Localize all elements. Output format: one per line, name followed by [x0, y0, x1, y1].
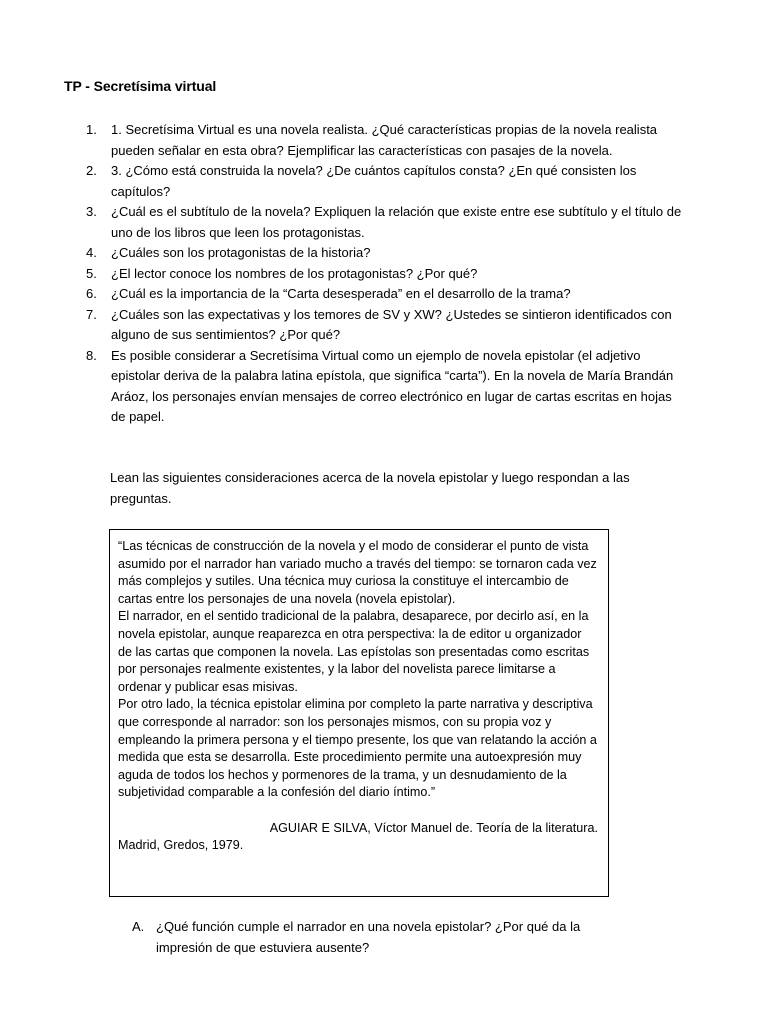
question-list: [72, 120, 684, 428]
question-item: [72, 305, 684, 346]
question-number: 3.: [86, 204, 97, 219]
question-text: Es posible considerar a Secretísima Virtual como un ejemplo de novela epistolar (el adjetivo epistolar deriva de la palabra latina epístola, que significa “carta”). En la novela de María Brandán Aráoz, los personajes envían mensajes de correo electrónico en lugar de cartas escritas en hojas de papel.: [111, 347, 674, 424]
instructions-paragraph: Lean las siguientes consideraciones acerca de la novela epistolar y luego respondan a las preguntas.: [110, 470, 630, 506]
question-number: 6.: [86, 286, 97, 301]
quote-citation: [118, 820, 598, 855]
question-text: ¿Cuál es el subtítulo de la novela? Expliquen la relación que existe entre ese subtítulo y el título de uno de los libros que leen los protagonistas.: [111, 204, 682, 240]
question-item: [72, 264, 684, 285]
question-number: 5.: [86, 265, 97, 281]
question-item: [72, 346, 684, 428]
question-item: [72, 284, 684, 305]
question-text: ¿Cuáles son los protagonistas de la historia?: [111, 245, 371, 260]
question-text: ¿El lector conoce los nombres de los protagonistas? ¿Por qué?: [111, 265, 478, 281]
citation-publisher: Madrid, Gredos, 1979.: [118, 838, 244, 853]
quote-paragraph: El narrador, en el sentido tradicional de la palabra, desaparece, por decirlo así, en la novela epistolar, aunque reaparezca en otra perspectiva: la de editor u organizador de las cartas que componen la novela. Las epístolas son presentadas como escritas por personajes realmente existentes, y la labor del novelista parece limitarse a ordenar y publicar esas misivas.: [118, 609, 590, 694]
question-item: [72, 120, 684, 161]
sub-question-item: [110, 916, 620, 958]
question-text: 1. Secretísima Virtual es una novela realista. ¿Qué características propias de la novela realista pueden señalar en esta obra? Ejemplificar las características con pasajes de la novela.: [111, 122, 658, 158]
question-number: 1.: [86, 122, 97, 137]
question-item: [72, 243, 684, 264]
question-number: 7.: [86, 306, 97, 322]
quote-box: [109, 529, 609, 897]
question-number: 4.: [86, 245, 97, 260]
question-number: 8.: [86, 347, 97, 363]
question-number: 2.: [86, 163, 97, 178]
question-text: 3. ¿Cómo está construida la novela? ¿De cuántos capítulos consta? ¿En qué consisten los capítulos?: [111, 163, 637, 199]
sub-question-letter: A.: [132, 919, 145, 934]
quote-paragraph: “Las técnicas de construcción de la novela y el modo de considerar el punto de vista asumido por el narrador han variado mucho a través del tiempo: se tornaron cada vez más complejos y sutiles. Una técnica muy curiosa la constituye el intercambio de cartas entre los personajes de una novela (novela epistolar).: [118, 539, 597, 606]
question-text: ¿Cuál es la importancia de la “Carta desesperada” en el desarrollo de la trama?: [111, 286, 571, 301]
citation-author: AGUIAR E SILVA, Víctor Manuel de. Teoría de la literatura.: [269, 820, 598, 835]
question-text: ¿Cuáles son las expectativas y los temores de SV y XW? ¿Ustedes se sintieron identificados con alguno de sus sentimientos? ¿Por qué?: [111, 306, 672, 342]
sub-question-list: [110, 916, 620, 958]
question-item: [72, 161, 684, 202]
question-item: [72, 202, 684, 243]
page-title: TP - Secretísima virtual: [64, 78, 217, 94]
quote-paragraph: Por otro lado, la técnica epistolar elimina por completo la parte narrativa y descriptiva que corresponde al narrador: son los personajes mismos, con su propia voz y empleando la primera persona y el tiempo presente, los que van relatando la acción a medida que esta se desarrolla. Este procedimiento permite una autoexpresión muy aguda de todos los hechos y pormenores de la trama, y un desnudamiento de la subjetividad comparable a la confesión del diario íntimo.”: [118, 697, 597, 800]
sub-question-text: ¿Qué función cumple el narrador en una novela epistolar? ¿Por qué da la impresión de que estuviera ausente?: [156, 919, 581, 955]
